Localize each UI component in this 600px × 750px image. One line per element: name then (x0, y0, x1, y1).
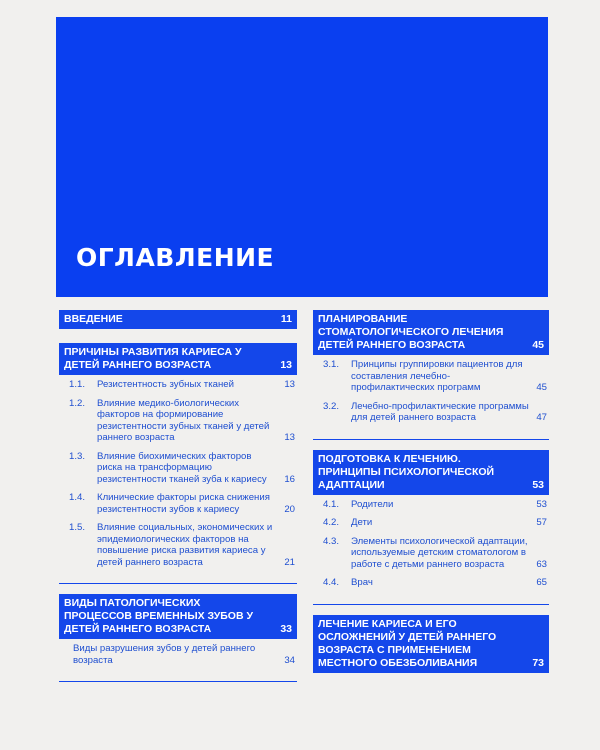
entry-page-number: 45 (536, 382, 547, 393)
page-title: ОГЛАВЛЕНИЕ (76, 243, 275, 272)
entry-number: 3.2. (322, 400, 339, 412)
toc-entry[interactable] (313, 401, 549, 424)
entry-number: 4.3. (322, 535, 339, 547)
toc-section-heading[interactable] (59, 594, 297, 639)
toc-entry[interactable] (59, 398, 297, 444)
toc-entry[interactable] (59, 451, 297, 486)
entry-page-number: 21 (284, 556, 295, 568)
section-title: ВИДЫ ПАТОЛОГИЧЕСКИХ ПРОЦЕССОВ ВРЕМЕННЫХ ЗУБОВ У ДЕТЕЙ РАННЕГО ВОЗРАСТА (64, 597, 253, 635)
toc-entry[interactable] (313, 359, 549, 394)
toc-section-heading[interactable] (59, 343, 297, 375)
entry-title: Влияние социальных, экономических и эпидемиологических факторов на повышение риска развития кариеса у детей раннего возраста (97, 522, 273, 568)
toc-section-heading[interactable] (313, 450, 549, 495)
section-title: ВВЕДЕНИЕ (64, 313, 123, 325)
entry-page-number: 20 (284, 503, 295, 515)
toc-section-items (59, 379, 297, 584)
toc-right-column (313, 310, 549, 677)
section-title: ПРИЧИНЫ РАЗВИТИЯ КАРИЕСА У ДЕТЕЙ РАННЕГО ВОЗРАСТА (64, 346, 242, 371)
section-page-number: 33 (280, 623, 292, 635)
toc-entry[interactable] (59, 522, 297, 568)
section-page-number: 11 (280, 313, 292, 325)
entry-number: 3.1. (322, 359, 339, 370)
toc-entry[interactable] (313, 499, 549, 511)
entry-number: 1.1. (68, 379, 85, 390)
section-title: ПОДГОТОВКА К ЛЕЧЕНИЮ. ПРИНЦИПЫ ПСИХОЛОГИЧЕСКОЙ АДАПТАЦИИ (318, 452, 495, 491)
entry-title: Родители (351, 498, 394, 510)
section-page-number: 53 (532, 478, 544, 491)
entry-number: 1.2. (68, 397, 85, 409)
entry-number: 1.5. (68, 522, 85, 533)
entry-page-number: 65 (536, 577, 547, 588)
entry-page-number: 63 (536, 558, 547, 570)
toc-section-heading[interactable] (313, 310, 549, 355)
toc-entry[interactable] (313, 577, 549, 589)
section-page-number: 73 (532, 656, 544, 669)
toc-entry[interactable] (59, 379, 297, 391)
entry-page-number: 47 (536, 412, 547, 423)
section-page-number: 13 (280, 359, 292, 371)
title-banner (56, 17, 548, 297)
entry-number: 1.3. (68, 450, 85, 462)
entry-title: Элементы психологической адаптации, используемые детским стоматологом в работе с детьми раннего возраста (351, 535, 528, 570)
entry-title: Влияние биохимических факторов риска на трансформацию резистентности тканей зуба к кариесу (97, 450, 267, 485)
entry-number: 4.4. (322, 577, 339, 588)
toc-section-items (313, 499, 549, 605)
entry-title: Резистентность зубных тканей (97, 379, 234, 390)
toc-left-column (59, 310, 297, 692)
entry-title: Врач (351, 577, 373, 588)
toc-entry[interactable] (313, 536, 549, 571)
toc-entry[interactable] (313, 517, 549, 529)
entry-number: 1.4. (68, 492, 85, 503)
section-page-number: 45 (532, 339, 544, 351)
entry-page-number: 53 (536, 498, 547, 510)
toc-entry[interactable] (59, 643, 297, 666)
entry-page-number: 57 (536, 517, 547, 528)
toc-entry[interactable] (59, 492, 297, 515)
toc-section-heading[interactable] (59, 310, 297, 329)
entry-title: Клинические факторы риска снижения резистентности зубов к кариесу (97, 492, 270, 515)
entry-page-number: 13 (284, 379, 295, 390)
entry-page-number: 34 (284, 654, 295, 666)
entry-page-number: 16 (284, 473, 295, 485)
entry-title: Влияние медико-биологических факторов на формирование резистентности зубных тканей у детей раннего возраста (97, 397, 270, 443)
entry-title: Принципы группировки пациентов для составления лечебно-профилактических программ (351, 359, 523, 393)
toc-section-items (313, 359, 549, 440)
toc-section-items (59, 643, 297, 682)
section-title: ПЛАНИРОВАНИЕ СТОМАТОЛОГИЧЕСКОГО ЛЕЧЕНИЯ ДЕТЕЙ РАННЕГО ВОЗРАСТА (318, 313, 504, 351)
toc-section-heading[interactable] (313, 615, 549, 673)
entry-number: 4.1. (322, 498, 339, 510)
section-title: ЛЕЧЕНИЕ КАРИЕСА И ЕГО ОСЛОЖНЕНИЙ У ДЕТЕЙ РАННЕГО ВОЗРАСТА С ПРИМЕНЕНИЕМ МЕСТНОГО ОБЕЗБОЛИВАНИЯ (318, 617, 497, 669)
entry-page-number: 13 (284, 432, 295, 443)
entry-title: Дети (351, 517, 373, 528)
entry-title: Лечебно-профилактические программы для детей раннего возраста (351, 400, 529, 423)
entry-number: 4.2. (322, 517, 339, 528)
entry-title: Виды разрушения зубов у детей раннего возраста (73, 643, 256, 666)
